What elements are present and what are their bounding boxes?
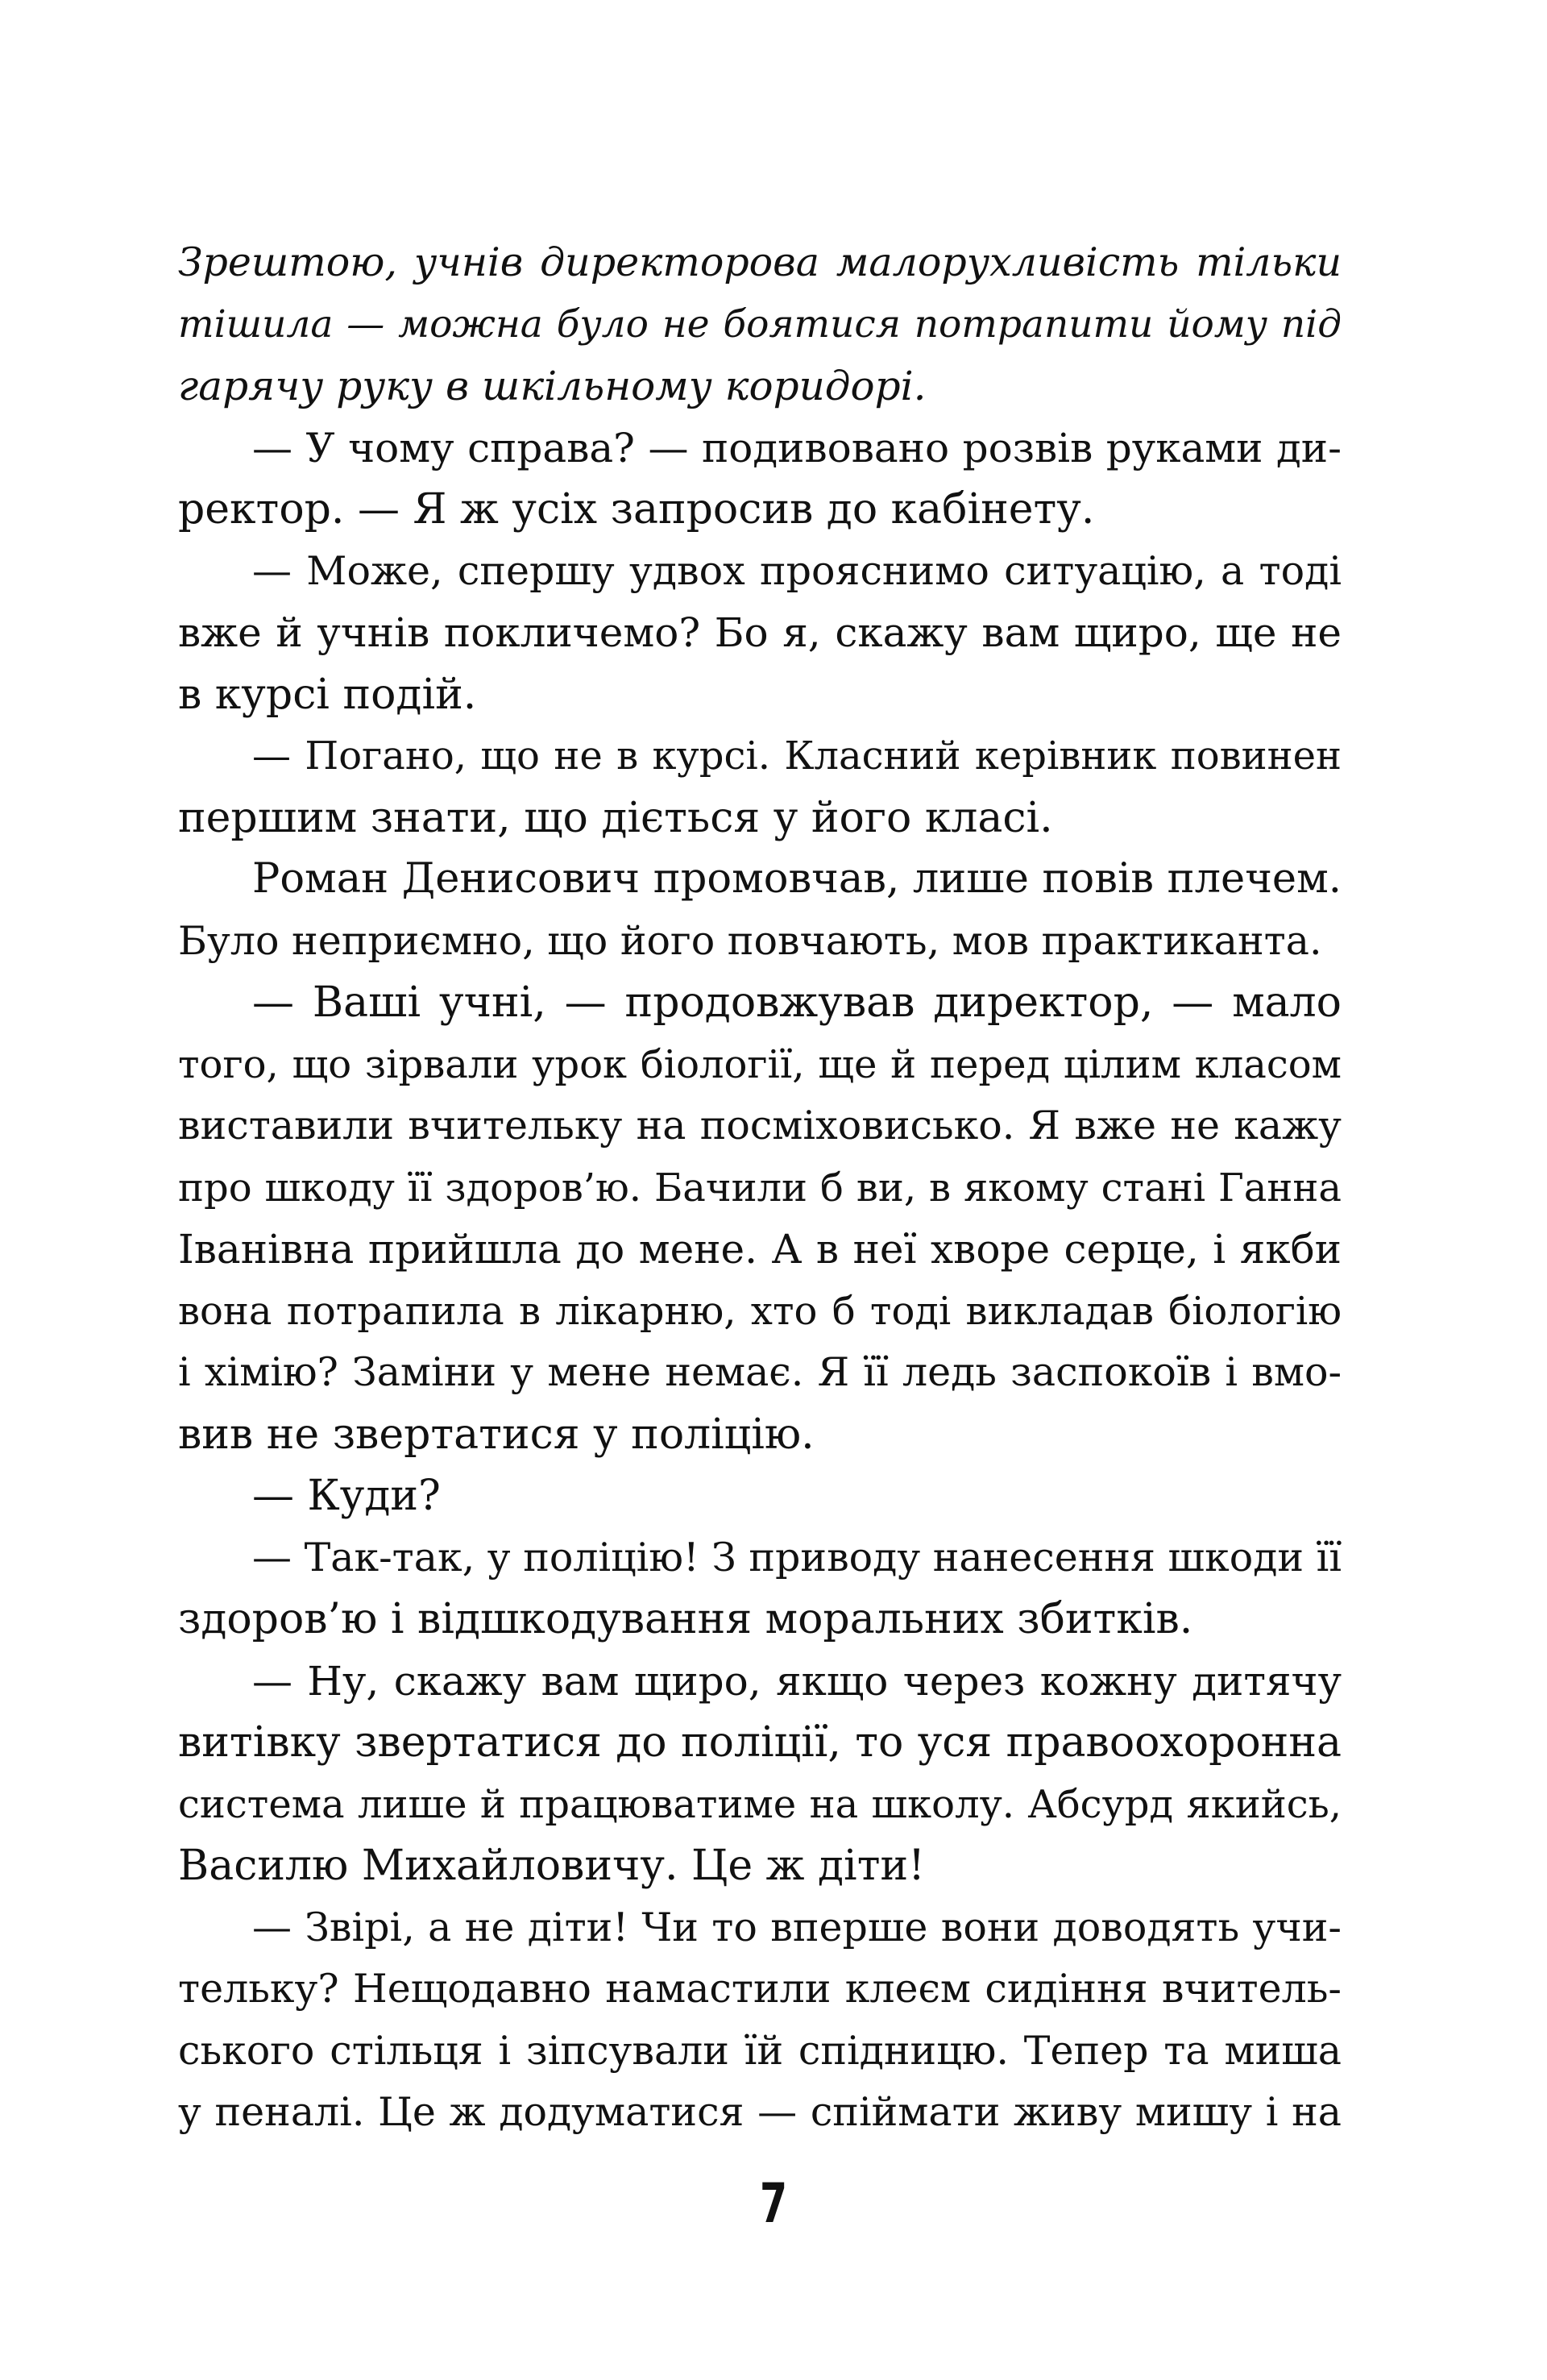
text-line: система лише й працюватиме на школу. Абсурд якийсь,: [178, 1781, 1342, 1827]
text-line: ректор. — Я ж усіх запросив до кабінету.: [178, 485, 1095, 534]
body-text: [178, 232, 1342, 2144]
text-line: виставили вчительку на посміховисько. Я вже не кажу: [178, 1103, 1342, 1148]
text-line: вже й учнів покличемо? Бо я, скажу вам щиро, ще не: [178, 609, 1342, 656]
text-line: Було неприємно, що його повчають, мов практиканта.: [178, 917, 1322, 964]
text-line: ського стільця і зіпсували їй спідницю. Тепер та миша: [178, 2027, 1342, 2074]
text-line: першим знати, що діється у його класі.: [178, 793, 1053, 842]
text-line: Зрештою, учнів директорова малорухливість тільки: [178, 239, 1342, 285]
text-line: — Так-так, у поліцію! З приводу нанесення шкоди її: [252, 1534, 1342, 1580]
text-line: витівку звертатися до поліції, то уся правоохоронна: [178, 1718, 1342, 1767]
text-line: — Ваші учні, — продовжував директор, — мало: [252, 978, 1342, 1027]
text-line: Іванівна прийшла до мене. А в неї хворе серце, і якби: [178, 1226, 1342, 1273]
text-line: — Може, спершу удвох прояснимо ситуацію, а тоді: [252, 547, 1342, 594]
text-line: про шкоду її здоров’ю. Бачили б ви, в якому стані Ганна: [178, 1165, 1342, 1211]
text-line: вив не звертатися у поліцію.: [178, 1410, 815, 1459]
text-line: гарячу руку в шкільному коридорі.: [178, 363, 927, 409]
text-line: — Звірі, а не діти! Чи то вперше вони доводять учи-: [252, 1904, 1342, 1950]
text-line: Василю Михайловичу. Це ж діти!: [178, 1842, 926, 1890]
text-line: того, що зірвали урок біології, ще й перед цілим класом: [178, 1041, 1342, 1087]
text-line: і хімію? Заміни у мене немає. Я її ледь заспокоїв і вмо-: [178, 1349, 1342, 1395]
text-line: тельку? Нещодавно намастили клеєм сидіння вчитель-: [178, 1966, 1342, 2012]
text-line: тішила — можна було не боятися потрапити йому під: [178, 301, 1342, 347]
text-line: вона потрапила в лікарню, хто б тоді викладав біологію: [178, 1288, 1342, 1334]
text-line: Роман Денисович промовчав, лише повів плечем.: [252, 855, 1342, 903]
text-line: — Погано, що не в курсі. Класний керівник повинен: [252, 733, 1342, 779]
page-number: 7: [759, 2172, 788, 2236]
text-line: в курсі подій.: [178, 670, 477, 719]
text-line: — У чому справа? — подивовано розвів руками ди-: [252, 424, 1342, 471]
text-line: — Куди?: [252, 1472, 441, 1520]
text-line: — Ну, скажу вам щиро, якщо через кожну дитячу: [252, 1657, 1342, 1705]
text-line: здоров’ю і відшкодування моральних збитків.: [178, 1595, 1193, 1643]
text-line: у пеналі. Це ж додуматися — спіймати живу мишу і на: [178, 2089, 1342, 2135]
